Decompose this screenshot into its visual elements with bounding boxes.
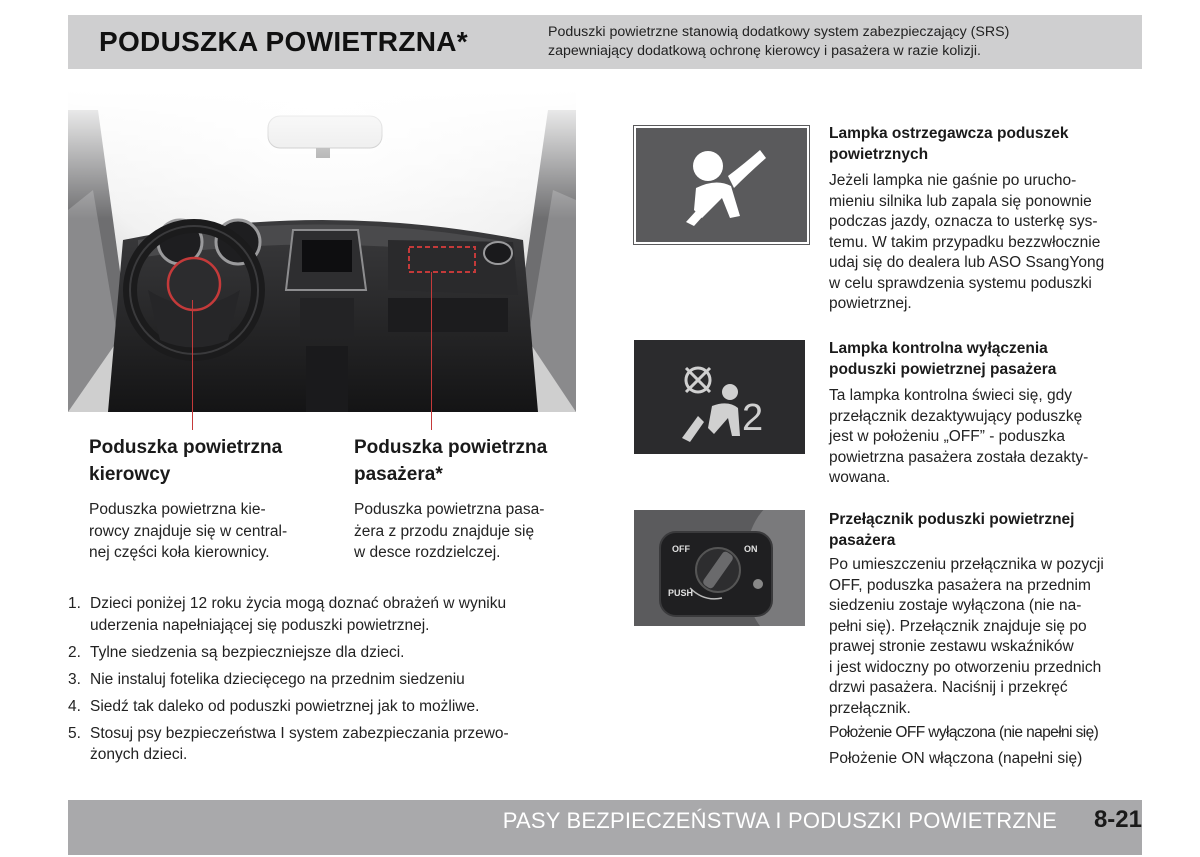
title-line: Lampka ostrzegawcza poduszek <box>829 125 1069 142</box>
list-line: Dzieci poniżej 12 roku życia mogą doznać obrażeń w wyniku <box>90 595 507 612</box>
header-intro <box>548 23 1108 61</box>
switch-position-off: Położenie OFF wyłączona (nie napełni się) <box>829 724 1099 741</box>
text-line: powietrzna pasażera została dezakty- <box>829 448 1089 466</box>
title-line: powietrznych <box>829 146 929 163</box>
list-item <box>68 723 588 766</box>
list-number: 5. <box>68 724 81 742</box>
airbag-switch-photo <box>634 510 805 626</box>
list-line: Tylne siedzenia są bezpieczniejsze dla dzieci. <box>90 643 405 661</box>
list-line: żonych dzieci. <box>90 746 188 763</box>
list-number: 2. <box>68 643 81 661</box>
title-line: Lampka kontrolna wyłączenia <box>829 340 1048 357</box>
text-line: OFF, poduszka pasażera na przednim <box>829 576 1091 594</box>
list-line: Siedź tak daleko od poduszki powietrznej jak to możliwe. <box>90 697 480 715</box>
warning-lamp-title <box>829 123 1145 165</box>
heading-line: Poduszka powietrzna <box>354 437 548 458</box>
text-line: nej części koła kierownicy. <box>89 544 270 561</box>
text-line: Poduszka powietrzna pasa- <box>354 501 545 518</box>
dashboard-photo <box>68 90 576 412</box>
text-line: temu. W takim przypadku bezzwłocznie <box>829 233 1101 251</box>
text-line: mieniu silnika lub zapala się ponownie <box>829 192 1092 210</box>
page-number: 8-21 <box>1093 806 1142 833</box>
text-line: prawej stronie zestawu wskaźników <box>829 638 1074 655</box>
passenger-airbag-text <box>354 499 594 564</box>
text-line: udaj się do dealera lub ASO SsangYong <box>829 254 1105 271</box>
text-line: Poduszka powietrzna kie- <box>89 501 266 518</box>
text-line: przełącznik. <box>829 699 911 717</box>
switch-title <box>829 509 1145 551</box>
text-line: Jeżeli lampka nie gaśnie po urucho- <box>829 172 1077 189</box>
heading-line: pasażera* <box>354 464 443 485</box>
airbag-warning-icon <box>636 128 807 242</box>
text-line: wowana. <box>829 469 891 486</box>
header-intro-line: Poduszki powietrzne stanowią dodatkowy system zabezpieczający (SRS) <box>548 24 1010 40</box>
list-item <box>68 669 588 691</box>
text-line: w celu sprawdzenia systemu poduszki <box>829 274 1092 292</box>
text-line: podczas jazdy, oznacza to usterkę sys- <box>829 213 1098 230</box>
title-line: pasażera <box>829 532 896 549</box>
switch-on-label: ON <box>744 544 758 554</box>
switch-off-label: OFF <box>672 544 690 554</box>
text-line: w desce rozdzielczej. <box>354 544 501 561</box>
list-item <box>68 593 588 636</box>
switch-text <box>829 555 1143 719</box>
header-intro-line: zapewniający dodatkową ochronę kierowcy i pasażera w razie kolizji. <box>548 43 981 59</box>
list-item <box>68 642 588 664</box>
list-line: uderzenia napełniającej się poduszki powietrznej. <box>90 616 430 634</box>
text-line: Ta lampka kontrolna świeci się, gdy <box>829 387 1072 404</box>
list-number: 4. <box>68 697 81 715</box>
text-line: rowcy znajduje się w central- <box>89 522 288 540</box>
driver-airbag-text <box>89 499 309 564</box>
airbag-off-lamp-box <box>634 340 805 454</box>
airbag-off-icon <box>634 340 805 454</box>
text-line: przełącznik dezaktywujący poduszkę <box>829 407 1083 425</box>
text-line: siedzeniu zostaje wyłączona (nie na- <box>829 597 1082 614</box>
passenger-callout-line <box>431 272 432 430</box>
heading-line: Poduszka powietrzna <box>89 437 283 458</box>
airbag-switch-illustration <box>634 510 805 626</box>
list-number: 1. <box>68 595 81 612</box>
text-line: pełni się). Przełącznik znajduje się po <box>829 617 1087 635</box>
list-item <box>68 696 588 718</box>
text-line: powietrznej. <box>829 295 912 312</box>
warning-lamp-text <box>829 171 1143 315</box>
switch-push-label: PUSH <box>668 588 694 598</box>
text-line: drzwi pasażera. Naciśnij i przekręć <box>829 679 1068 696</box>
text-line: jest w położeniu „OFF” - poduszka <box>829 428 1066 445</box>
text-line: żera z przodu znajduje się <box>354 522 535 540</box>
airbag-warning-lamp-box <box>634 126 809 244</box>
footer-section-title: PASY BEZPIECZEŃSTWA I PODUSZKI POWIETRZNE <box>502 808 1057 833</box>
text-line: Po umieszczeniu przełącznika w pozycji <box>829 556 1104 573</box>
safety-notes-list <box>68 593 588 771</box>
heading-line: kierowcy <box>89 464 171 485</box>
title-line: Przełącznik poduszki powietrznej <box>829 511 1075 528</box>
title-line: poduszki powietrznej pasażera <box>829 361 1057 378</box>
list-number: 3. <box>68 670 81 688</box>
passenger-airbag-heading <box>354 434 547 488</box>
switch-position-on: Położenie ON włączona (napełni się) <box>829 750 1083 767</box>
driver-airbag-heading <box>89 434 282 488</box>
driver-callout-line <box>192 300 193 430</box>
text-line: i jest widoczny po otworzeniu przednich <box>829 658 1102 676</box>
list-line: Stosuj psy bezpieczeństwa I system zabezpieczania przewo- <box>90 724 509 742</box>
off-lamp-title <box>829 338 1145 380</box>
page-title: PODUSZKA POWIETRZNA* <box>99 26 468 57</box>
airbag-off-icon-number: 2 <box>742 397 764 439</box>
list-line: Nie instaluj fotelika dziecięcego na przednim siedzeniu <box>90 670 465 688</box>
off-lamp-text <box>829 386 1143 489</box>
